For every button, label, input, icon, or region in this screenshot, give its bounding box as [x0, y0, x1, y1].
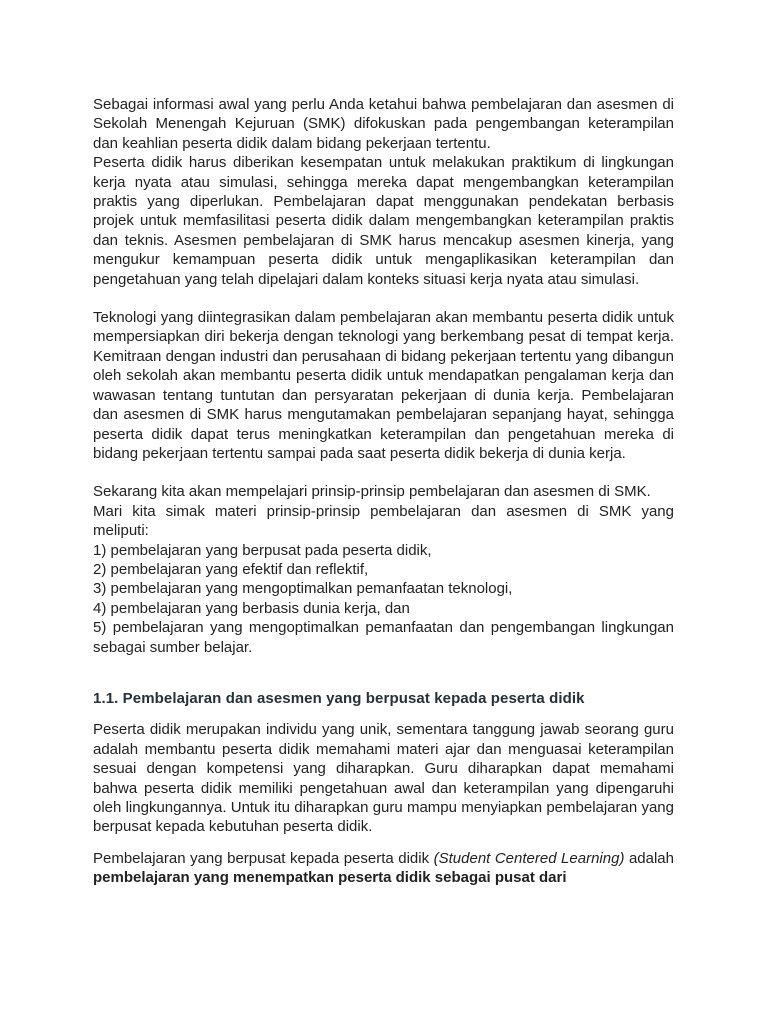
technology-paragraph: Teknologi yang diintegrasikan dalam pembelajaran akan membantu peserta didik untuk mempersiapkan diri bekerja dengan teknologi yang berkembang pesat di tempat kerja. Kemitraan dengan industri dan perusahaan di bidang pekerjaan tertentu yang dibangun oleh sekolah akan membantu peserta didik untuk mendapatkan pengalaman kerja dan wawasan tentang tuntutan dan persyaratan pekerjaan di dunia kerja. Pembelajaran dan asesmen di SMK harus mengutamakan pembelajaran sepanjang hayat, sehingga peserta didik dapat terus meningkatkan keterampilan dan pengetahuan mereka di bidang pekerjaan tertentu sampai pada saat peserta didik bekerja di dunia kerja. [93, 309, 674, 462]
list-item: 3) pembelajaran yang mengoptimalkan pemanfaatan teknologi, [93, 580, 513, 598]
spacer [93, 837, 674, 849]
section-paragraph-2-text-b: adalah [624, 849, 674, 867]
section-paragraph-2-italic: (Student Centered Learning) [433, 849, 625, 867]
list-item: 4) pembelajaran yang berbasis dunia kerja, dan [93, 599, 410, 617]
section-paragraph-2-bold: pembelajaran yang menempatkan peserta didik sebagai pusat dari [93, 869, 567, 887]
principles-intro-2: Mari kita simak materi prinsip-prinsip pembelajaran dan asesmen di SMK yang meliputi: [93, 502, 674, 540]
list-item: 5) pembelajaran yang mengoptimalkan pemanfaatan dan pengembangan lingkungan sebagai sumber belajar. [93, 619, 674, 656]
section-paragraph-1: Peserta didik merupakan individu yang unik, sementara tanggung jawab seorang guru adalah membantu peserta didik memahami materi ajar dan menguasai keterampilan sesuai dengan kompetensi yang diharapkan. Guru diharapkan dapat memahami bahwa peserta didik memiliki pengetahuan awal dan keterampilan yang dipengaruhi oleh lingkungannya. Untuk itu diharapkan guru mampu menyiapkan pembelajaran yang berpusat kepada kebutuhan peserta didik. [93, 721, 674, 836]
list-item: 2) pembelajaran yang efektif dan reflektif, [93, 560, 369, 578]
spacer [93, 657, 674, 689]
intro-paragraph-2: Peserta didik harus diberikan kesempatan untuk melakukan praktikum di lingkungan kerja nyata atau simulasi, sehingga mereka dapat mengembangkan keterampilan praktis yang diperlukan. Pembelajaran dapat menggunakan pendekatan berbasis projek untuk memfasilitasi peserta didik dalam mengembangkan keterampilan praktis dan teknis. Asesmen pembelajaran di SMK harus mencakup asesmen kinerja, yang mengukur kemampuan peserta didik untuk mengaplikasikan keterampilan dan pengetahuan yang telah dipelajari dalam konteks situasi kerja nyata atau simulasi. [93, 154, 674, 288]
spacer [93, 708, 674, 720]
intro-paragraph-1: Sebagai informasi awal yang perlu Anda ketahui bahwa pembelajaran dan asesmen di Sekolah Menengah Kejuruan (SMK) difokuskan pada pengembangan keterampilan dan keahlian peserta didik dalam bidang pekerjaan tertentu. [93, 96, 674, 152]
list-item: 1) pembelajaran yang berpusat pada peserta didik, [93, 541, 432, 559]
spacer [93, 463, 674, 482]
spacer [93, 289, 674, 308]
principles-intro-1: Sekarang kita akan mempelajari prinsip-prinsip pembelajaran dan asesmen di SMK. [93, 483, 651, 501]
section-paragraph-2-text-a: Pembelajaran yang berpusat kepada peserta didik [93, 849, 434, 867]
document-page [93, 95, 674, 888]
principles-list [93, 541, 674, 657]
section-heading: 1.1. Pembelajaran dan asesmen yang berpusat kepada peserta didik [93, 689, 585, 707]
section-paragraph-2 [93, 849, 674, 888]
